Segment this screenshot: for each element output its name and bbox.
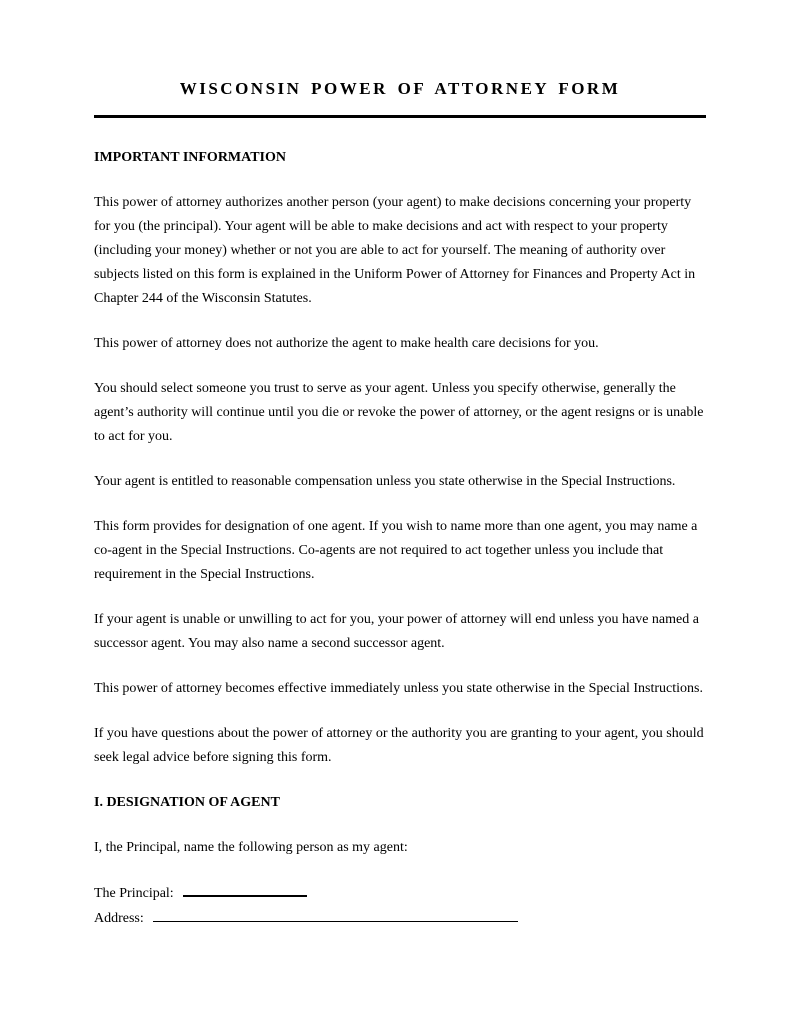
address-field-label: Address: bbox=[94, 911, 144, 926]
paragraph-select-agent: You should select someone you trust to serve as your agent. Unless you specify otherwise, generally the agent’s authority will continue until you die or revoke the power of attorney, or the agent resigns or is unable to act for you. bbox=[94, 381, 704, 444]
principal-field-label: The Principal: bbox=[94, 886, 174, 901]
principal-input-line[interactable] bbox=[183, 894, 307, 897]
paragraph-successor-agent: If your agent is unable or unwilling to act for you, your power of attorney will end unless you have named a successor agent. You may also name a second successor agent. bbox=[94, 612, 699, 651]
paragraph-authorizes-agent: This power of attorney authorizes another person (your agent) to make decisions concerning your property for you (the principal). Your agent will be able to make decisions and act with respect to your property (including your money) whether or not you are able to act for yourself. The meaning of authority over subjects listed on this form is explained in the Uniform Power of Attorney for Finances and Property Act in Chapter 244 of the Wisconsin Statutes. bbox=[94, 195, 696, 306]
paragraph-compensation: Your agent is entitled to reasonable compensation unless you state otherwise in the Special Instructions. bbox=[94, 474, 676, 489]
paragraph-effective-immediately: This power of attorney becomes effective immediately unless you state otherwise in the Special Instructions. bbox=[94, 681, 703, 696]
designation-of-agent-heading: I. DESIGNATION OF AGENT bbox=[94, 795, 280, 810]
address-field-row bbox=[94, 906, 706, 931]
important-information-heading: IMPORTANT INFORMATION bbox=[94, 150, 287, 165]
principal-field-row bbox=[94, 881, 706, 906]
paragraph-seek-legal-advice: If you have questions about the power of attorney or the authority you are granting to your agent, you should seek legal advice before signing this form. bbox=[94, 726, 704, 765]
address-input-line[interactable] bbox=[153, 920, 518, 922]
paragraph-one-agent: This form provides for designation of one agent. If you wish to name more than one agent, you may name a co-agent in the Special Instructions. Co-agents are not required to act together unless you include that requirement in the Special Instructions. bbox=[94, 519, 698, 582]
title-divider bbox=[94, 115, 706, 118]
paragraph-no-health-care: This power of attorney does not authorize the agent to make health care decisions for you. bbox=[94, 336, 599, 351]
designation-intro: I, the Principal, name the following person as my agent: bbox=[94, 840, 408, 855]
document-title: WISCONSIN POWER OF ATTORNEY FORM bbox=[179, 79, 621, 98]
